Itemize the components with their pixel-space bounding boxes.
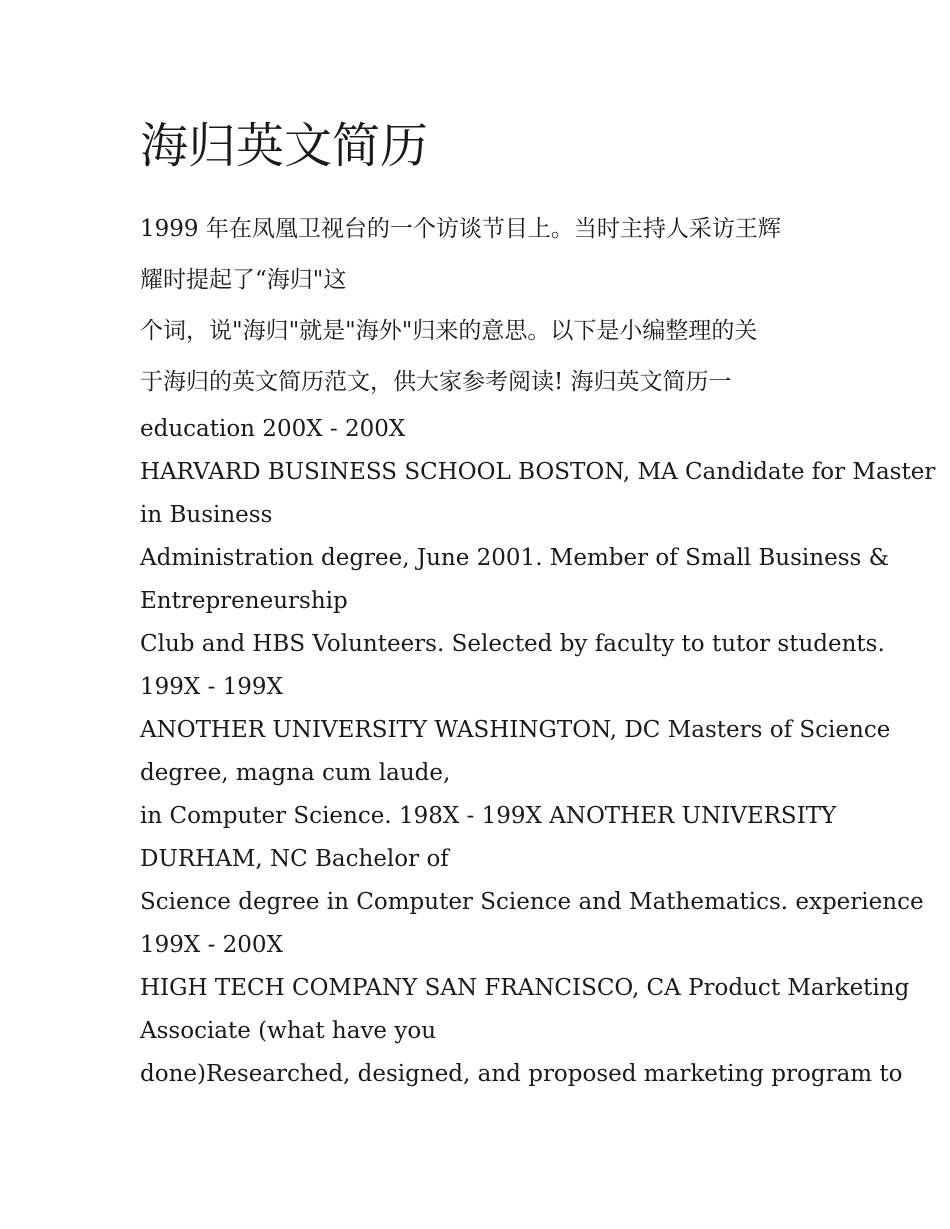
body-line: Associate (what have you [140, 1018, 437, 1044]
document-body [140, 204, 936, 1096]
body-line: ANOTHER UNIVERSITY WASHINGTON, DC Masters of Science [140, 717, 891, 743]
body-line: 于海归的英文简历范文，供大家参考阅读! 海归英文简历一 [140, 369, 732, 395]
body-line: 1999 年在凤凰卫视台的一个访谈节目上。当时主持人采访王辉 [140, 216, 781, 242]
body-line: in Computer Science. 198X - 199X ANOTHER UNIVERSITY [140, 803, 837, 829]
body-line: Science degree in Computer Science and Mathematics. experience [140, 889, 924, 915]
body-line: Club and HBS Volunteers. Selected by faculty to tutor students. [140, 631, 885, 657]
body-line: 199X - 199X [140, 674, 283, 700]
body-line: education 200X - 200X [140, 416, 406, 442]
body-line: 199X - 200X [140, 932, 283, 958]
body-line: DURHAM, NC Bachelor of [140, 846, 449, 872]
document-page [140, 112, 936, 1096]
body-line: done)Researched, designed, and proposed marketing program to [140, 1061, 903, 1087]
body-line: HIGH TECH COMPANY SAN FRANCISCO, CA Product Marketing [140, 975, 910, 1001]
body-line: in Business [140, 502, 273, 528]
body-line: Entrepreneurship [140, 588, 348, 614]
document-title: 海归英文简历 [140, 118, 429, 174]
body-line: Administration degree, June 2001. Member of Small Business & [140, 545, 890, 571]
body-line: 个词，说"海归"就是"海外"归来的意思。以下是小编整理的关 [140, 318, 758, 344]
body-line: degree, magna cum laude, [140, 760, 451, 786]
body-line: HARVARD BUSINESS SCHOOL BOSTON, MA Candidate for Master [140, 459, 936, 485]
body-line: 耀时提起了“海归"这 [140, 267, 347, 293]
